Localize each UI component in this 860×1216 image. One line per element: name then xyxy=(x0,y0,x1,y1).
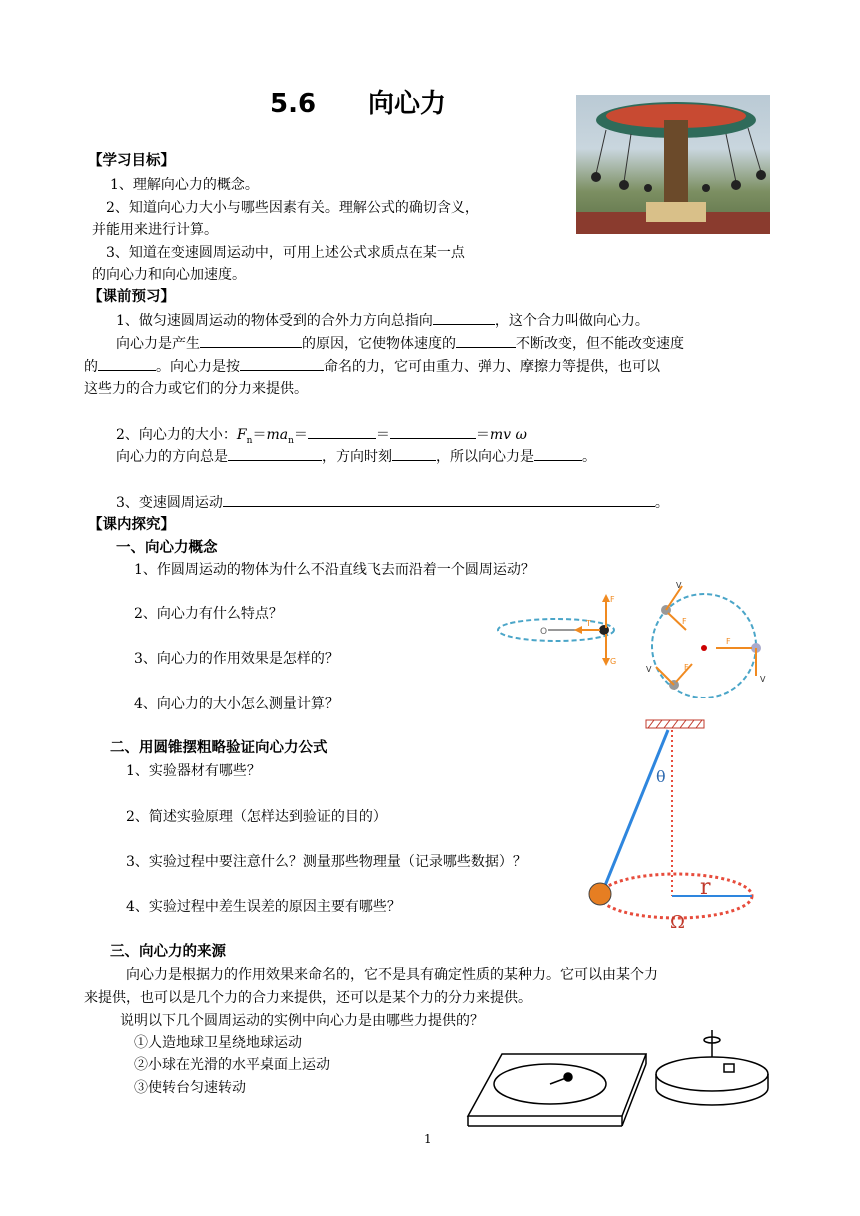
carousel-photo xyxy=(576,92,770,234)
label-o: O xyxy=(540,627,548,637)
objective-item: 的向心力和向心加速度。 xyxy=(92,267,246,283)
section-1-item: 3、向心力的作用效果是怎样的？ xyxy=(134,651,339,667)
page-title: 5.6 向心力 xyxy=(270,89,447,119)
section-2-item: 1、实验器材有哪些？ xyxy=(126,763,261,779)
preview-q1-line3: 的 。向心力是按 命名的力，它可由重力、弹力、摩擦力等提供，也可以 xyxy=(84,356,660,378)
section-1-title: 一、向心力概念 xyxy=(116,540,218,556)
label-t: T xyxy=(586,619,591,628)
section-3-paragraph: 向心力是根据力的作用效果来命名的，它不是具有确定性质的某种力。它可以由某个力 xyxy=(126,967,658,983)
centripetal-force-diagram xyxy=(496,572,776,698)
label-f: F xyxy=(726,637,731,646)
objective-item: 1、理解向心力的概念。 xyxy=(110,177,259,193)
section-3-item: ③使转台匀速转动 xyxy=(134,1080,246,1096)
preview-q1-line2: 向心力是产生 的原因，它使物体速度的 不断改变，但不能改变速度 xyxy=(116,333,684,355)
label-f: F xyxy=(682,617,687,626)
section-3-paragraph: 说明以下几个圆周运动的实例中向心力是由哪些力提供的？ xyxy=(120,1013,484,1029)
label-v: V xyxy=(760,675,766,684)
top-view-circle-diagram xyxy=(646,581,766,698)
section-3-title: 三、向心力的来源 xyxy=(110,944,226,960)
preview-q3: 3、变速圆周运动 。 xyxy=(116,492,669,514)
preview-q2-line2: 向心力的方向总是 ，方向时刻 ，所以向心力是 。 xyxy=(116,446,596,468)
section-3-item: ①人造地球卫星绕地球运动 xyxy=(134,1035,302,1051)
preview-q2-line1: 2、向心力的大小：$F_n=ma_n= = =mv$ ω xyxy=(116,424,527,452)
objective-item: 3、知道在变速圆周运动中，可用上述公式求质点在某一点 xyxy=(106,245,465,261)
horizontal-circle-diagram xyxy=(498,594,616,666)
section-2-item: 2、简述实验原理（怎样达到验证的目的） xyxy=(126,809,387,825)
label-v: V xyxy=(676,581,682,590)
objective-item: 2、知道向心力大小与哪些因素有关。理解公式的确切含义， xyxy=(106,200,479,216)
label-theta: θ xyxy=(656,767,666,786)
preview-q1-line1: 1、做匀速圆周运动的物体受到的合外力方向总指向 ，这个合力叫做向心力。 xyxy=(116,310,649,332)
table-and-turntable-diagram xyxy=(462,1028,782,1132)
label-r: r xyxy=(700,875,711,900)
objectives-heading: 【学习目标】 xyxy=(88,153,175,169)
label-v: V xyxy=(646,665,652,674)
explore-heading: 【课内探究】 xyxy=(88,517,175,533)
preview-heading: 【课前预习】 xyxy=(88,289,175,305)
label-g: G xyxy=(610,657,617,666)
table-drawing xyxy=(468,1054,646,1126)
section-1-item: 4、向心力的大小怎么测量计算？ xyxy=(134,696,339,712)
section-3-item: ②小球在光滑的水平桌面上运动 xyxy=(134,1057,330,1073)
label-fn: F xyxy=(610,595,615,604)
conical-pendulum-diagram xyxy=(584,716,774,932)
section-2-item: 3、实验过程中要注意什么？测量那些物理量（记录哪些数据）？ xyxy=(126,854,527,870)
section-3-paragraph: 来提供，也可以是几个力的合力来提供，还可以是某个力的分力来提供。 xyxy=(84,990,532,1006)
page-number: 1 xyxy=(424,1132,432,1146)
section-1-item: 2、向心力有什么特点？ xyxy=(134,606,283,622)
turntable-drawing xyxy=(656,1030,768,1105)
section-2-item: 4、实验过程中差生误差的原因主要有哪些？ xyxy=(126,899,401,915)
section-2-title: 二、用圆锥摆粗略验证向心力公式 xyxy=(110,740,328,756)
preview-q1-line4: 这些力的合力或它们的分力来提供。 xyxy=(84,381,308,397)
section-1-item: 1、作圆周运动的物体为什么不沿直线飞去而沿着一个圆周运动？ xyxy=(134,562,535,578)
objective-item: 并能用来进行计算。 xyxy=(92,222,218,238)
label-omega: Ω xyxy=(670,912,685,932)
label-f: F xyxy=(684,663,689,672)
